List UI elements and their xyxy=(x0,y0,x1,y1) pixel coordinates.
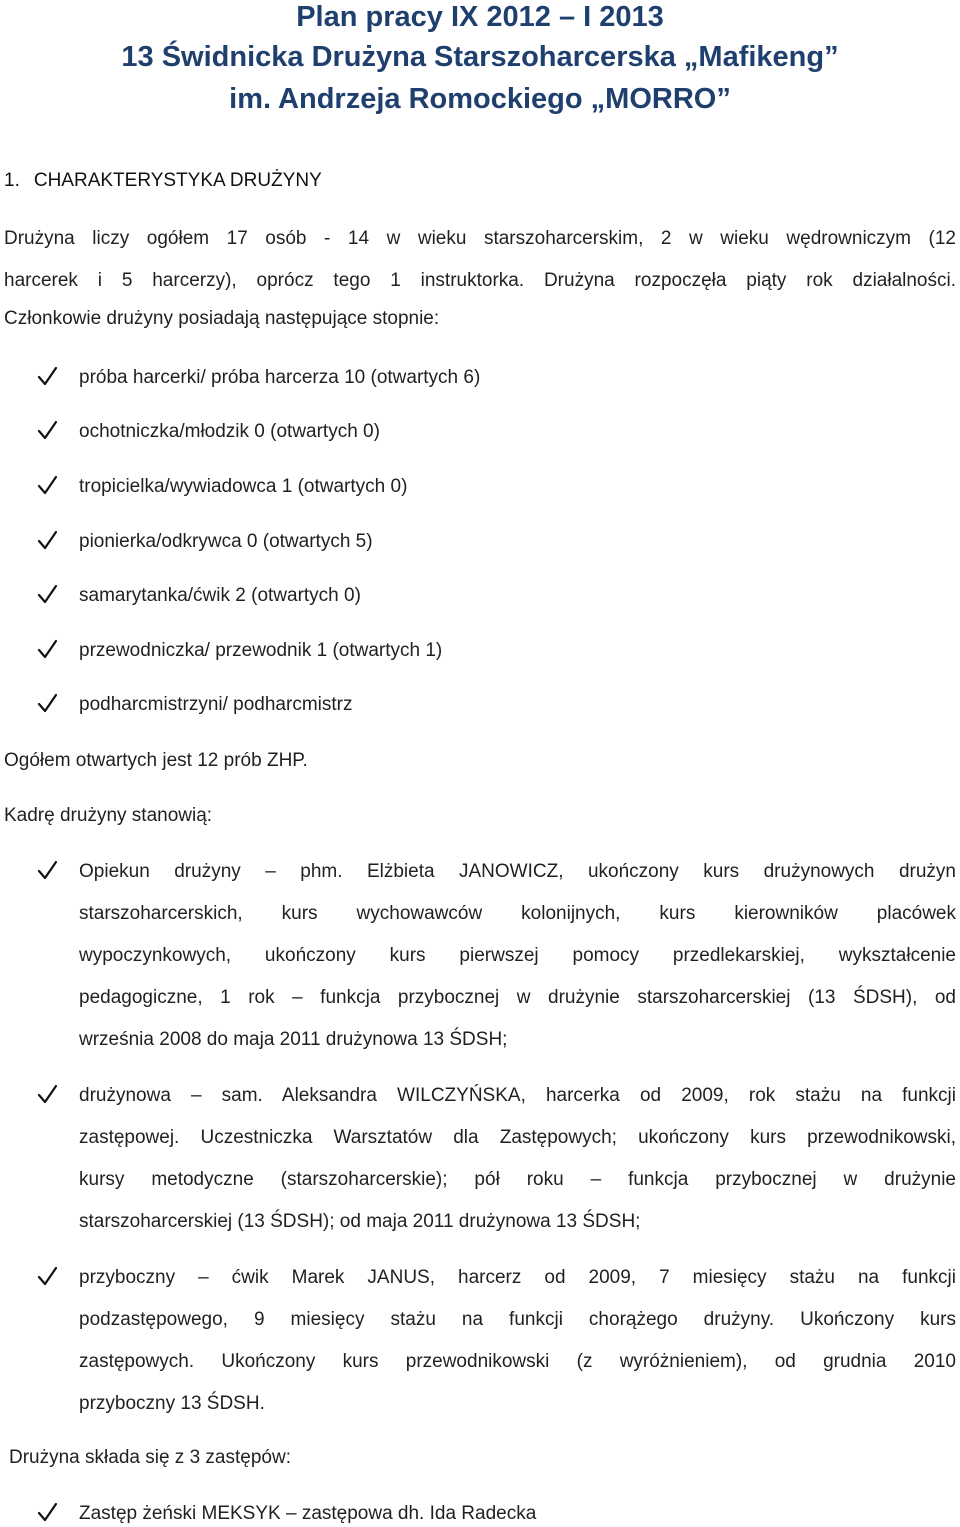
staff-line: drużynowa – sam. Aleksandra WILCZYŃSKA, harcerka od 2009, rok stażu na funkcji xyxy=(79,1085,956,1106)
staff-line: kursy metodyczne (starszoharcerskie); pół roku – funkcja przybocznej w drużynie xyxy=(79,1169,956,1190)
intro-line: Drużyna liczy ogółem 17 osób - 14 w wieku starszoharcerskim, 2 w wieku wędrowniczym (12 xyxy=(4,228,956,249)
total-open-text: Ogółem otwartych jest 12 prób ZHP. xyxy=(4,750,308,771)
patrols-heading: Drużyna składa się z 3 zastępów: xyxy=(9,1447,291,1468)
staff-line: pedagogiczne, 1 rok – funkcja przybocznej w drużynie starszoharcerskiej (13 ŚDSH), od xyxy=(79,987,956,1008)
checkmark-icon xyxy=(36,1266,58,1288)
intro-line: harcerek i 5 harcerzy), oprócz tego 1 instruktorka. Drużyna rozpoczęła piąty rok działalności. xyxy=(4,270,956,291)
section-heading xyxy=(4,170,322,192)
patrol-item-text: Zastęp żeński MEKSYK – zastępowa dh. Ida Radecka xyxy=(79,1503,537,1524)
checkmark-icon xyxy=(36,860,58,882)
rank-item-text: pionierka/odkrywca 0 (otwartych 5) xyxy=(79,531,373,552)
staff-line: starszoharcerskiej (13 ŚDSH); od maja 2011 drużynowa 13 ŚDSH; xyxy=(79,1211,641,1232)
rank-item-text: próba harcerki/ próba harcerza 10 (otwartych 6) xyxy=(79,367,481,388)
rank-item-text: tropicielka/wywiadowca 1 (otwartych 0) xyxy=(79,476,408,497)
intro-line: Członkowie drużyny posiadają następujące stopnie: xyxy=(4,308,440,329)
staff-line: zastępowych. Ukończony kurs przewodnikowski (z wyróżnieniem), od grudnia 2010 xyxy=(79,1351,956,1372)
intro-paragraph xyxy=(4,218,956,340)
checkmark-icon xyxy=(36,420,58,442)
staff-heading: Kadrę drużyny stanowią: xyxy=(4,805,213,826)
checkmark-icon xyxy=(36,475,58,497)
staff-line: przyboczny 13 ŚDSH. xyxy=(79,1393,265,1414)
checkmark-icon xyxy=(36,693,58,715)
staff-item-text xyxy=(79,1075,956,1243)
staff-item-text xyxy=(79,851,956,1061)
rank-item-text: podharcmistrzyni/ podharcmistrz xyxy=(79,694,353,715)
rank-item-text: przewodniczka/ przewodnik 1 (otwartych 1) xyxy=(79,640,443,661)
checkmark-icon xyxy=(36,639,58,661)
rank-item-text: samarytanka/ćwik 2 (otwartych 0) xyxy=(79,585,361,606)
staff-line: wypoczynkowych, ukończony kurs pierwszej pomocy przedlekarskiej, wykształcenie xyxy=(79,945,956,966)
staff-item-text xyxy=(79,1257,956,1425)
staff-line: podzastępowego, 9 miesięcy stażu na funkcji chorążego drużyny. Ukończony kurs xyxy=(79,1309,956,1330)
section-number: 1. xyxy=(4,170,20,191)
checkmark-icon xyxy=(36,530,58,552)
section-title: CHARAKTERYSTYKA DRUŻYNY xyxy=(33,170,322,191)
checkmark-icon xyxy=(36,1084,58,1106)
document-title-line-3: im. Andrzeja Romockiego „MORRO” xyxy=(229,83,731,115)
document-title-line-1: Plan pracy IX 2012 – I 2013 xyxy=(296,1,664,33)
staff-line: przyboczny – ćwik Marek JANUS, harcerz od 2009, 7 miesięcy stażu na funkcji xyxy=(79,1267,956,1288)
rank-item-text: ochotniczka/młodzik 0 (otwartych 0) xyxy=(79,421,380,442)
staff-line: Opiekun drużyny – phm. Elżbieta JANOWICZ, ukończony kurs drużynowych drużyn xyxy=(79,861,956,882)
checkmark-icon xyxy=(36,1502,58,1524)
staff-line: starszoharcerskich, kurs wychowawców kolonijnych, kurs kierowników placówek xyxy=(79,903,956,924)
checkmark-icon xyxy=(36,584,58,606)
staff-line: zastępowej. Uczestniczka Warsztatów dla Zastępowych; ukończony kurs przewodnikowski, xyxy=(79,1127,956,1148)
checkmark-icon xyxy=(36,366,58,388)
document-title-line-2: 13 Świdnicka Drużyna Starszoharcerska „Mafikeng” xyxy=(121,41,839,73)
staff-line: września 2008 do maja 2011 drużynowa 13 ŚDSH; xyxy=(79,1029,508,1050)
